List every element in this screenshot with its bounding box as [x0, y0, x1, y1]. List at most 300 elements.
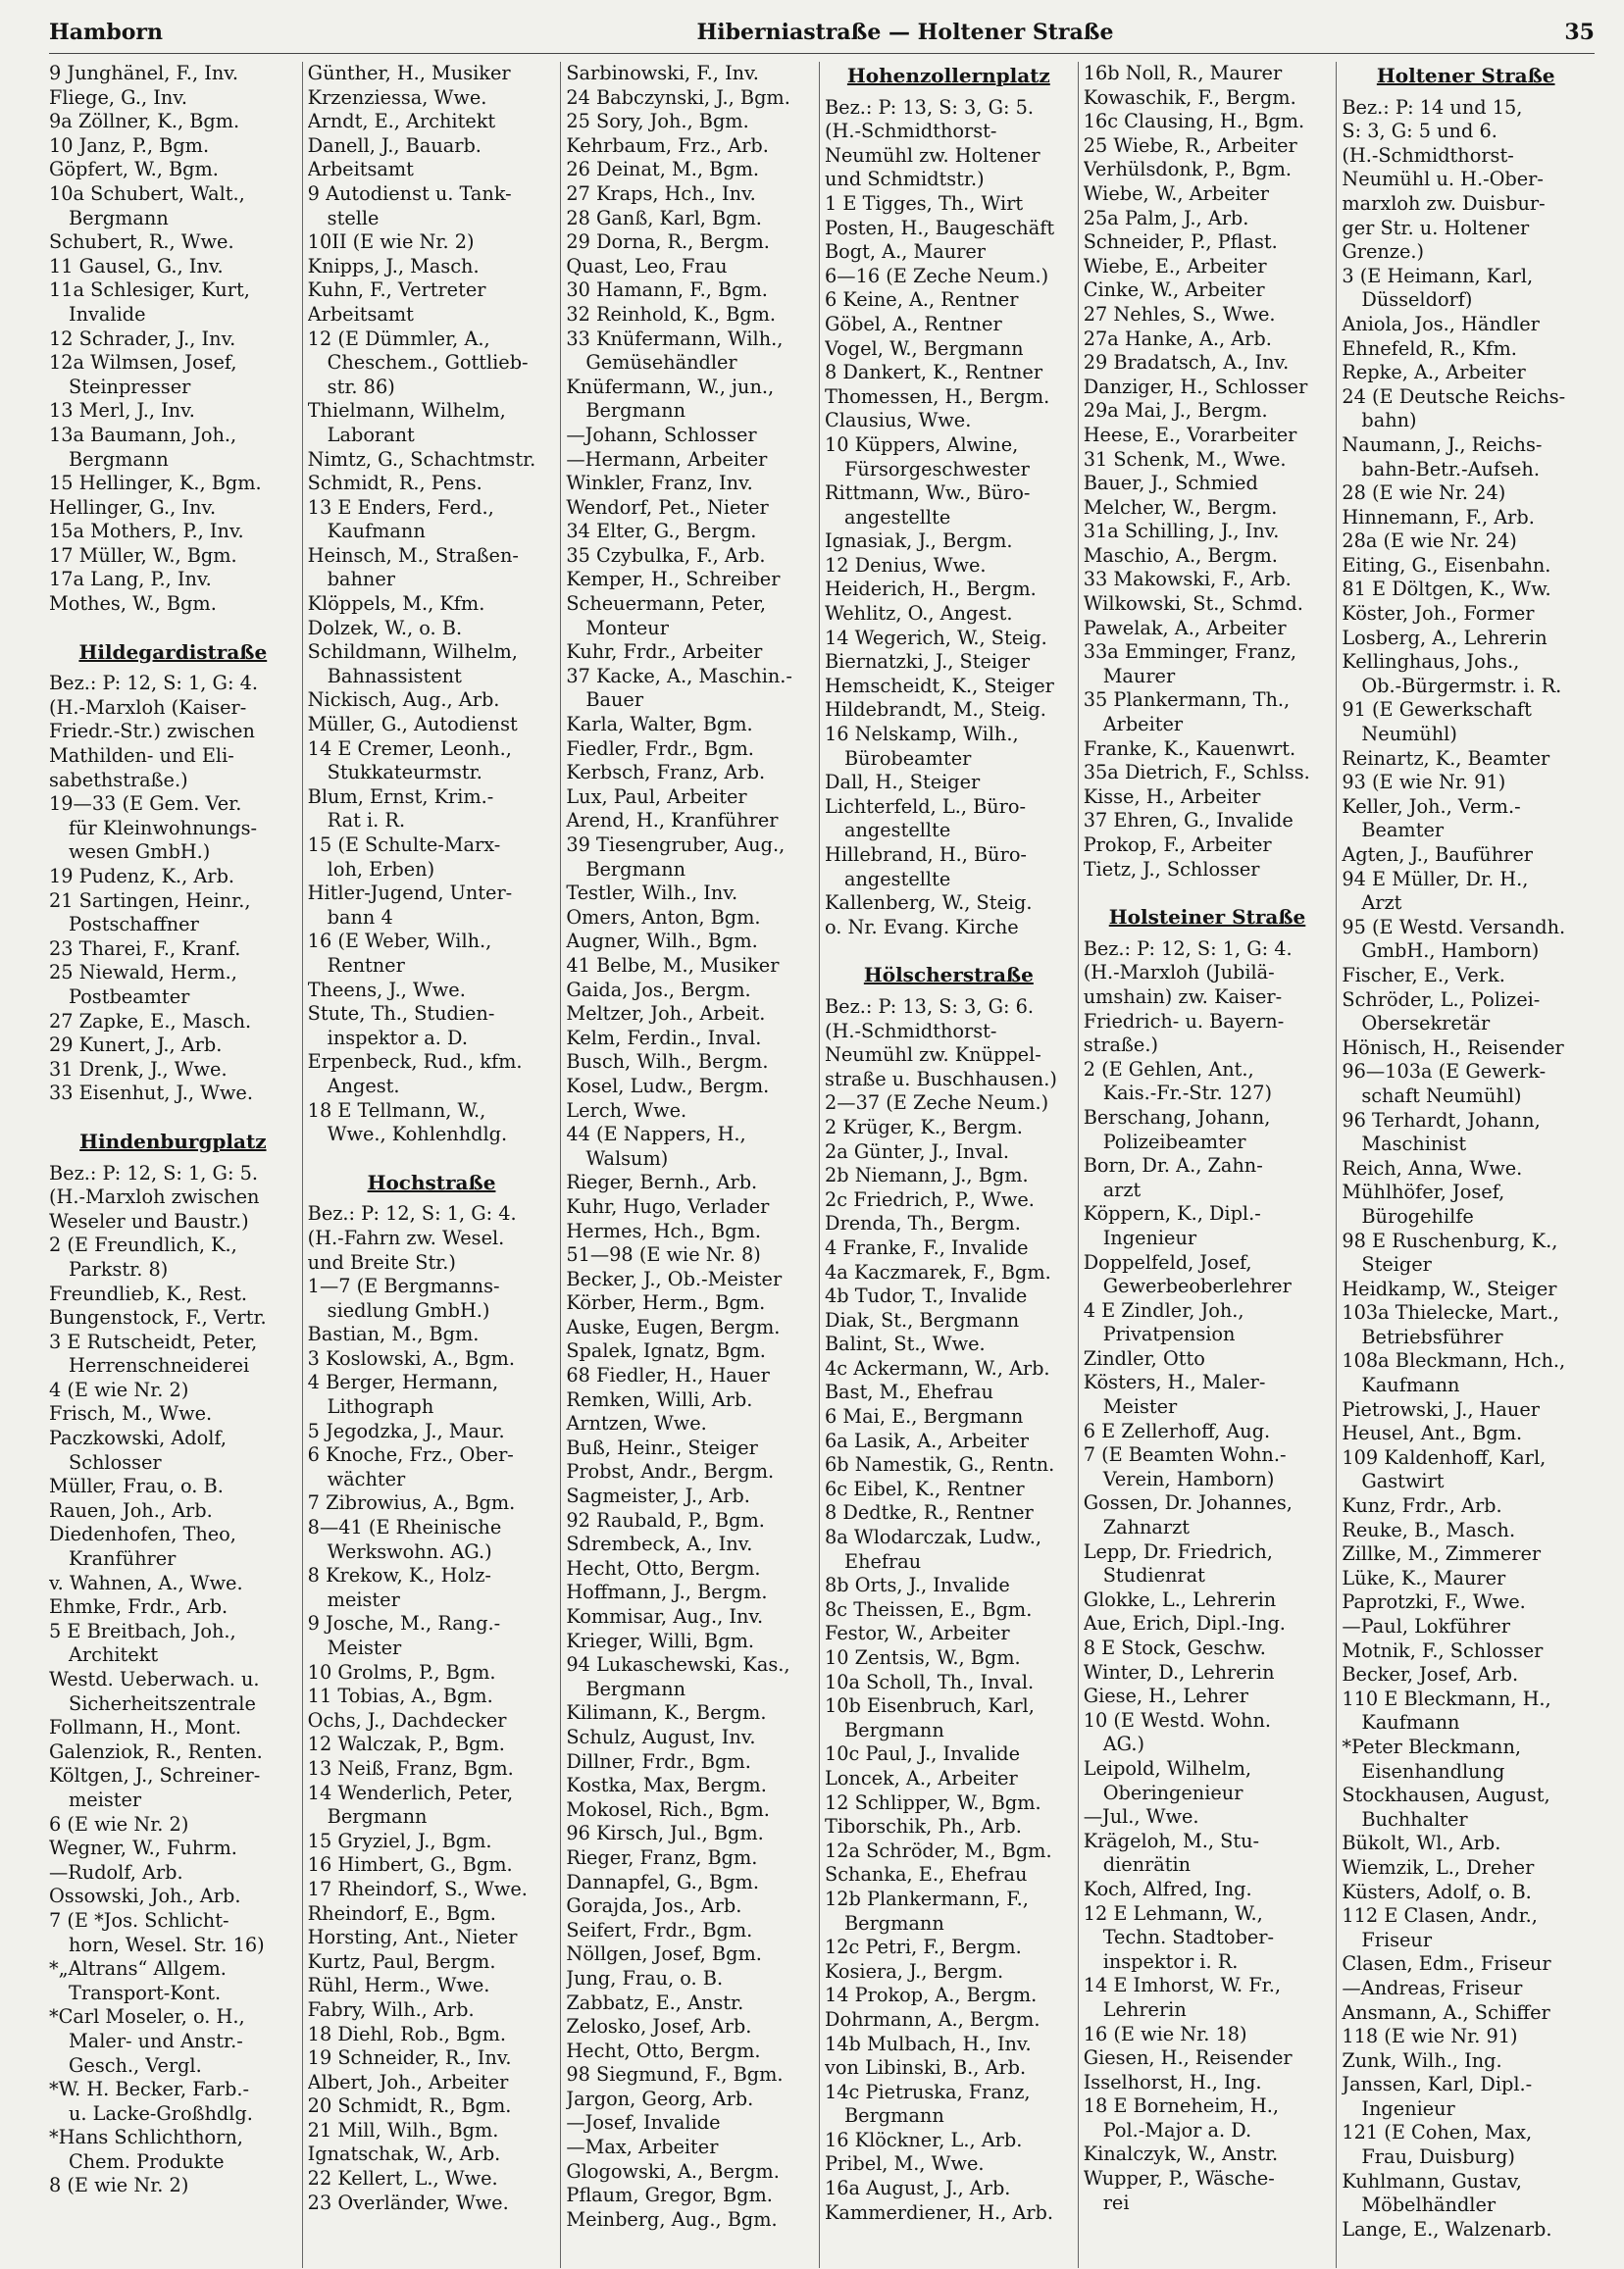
- directory-entry: Maurer: [1102, 664, 1176, 687]
- directory-entry: Techn. Stadtober-: [1102, 1926, 1274, 1949]
- directory-entry: Dall, H., Steiger: [825, 771, 981, 794]
- directory-entry: bahn): [1361, 409, 1417, 432]
- directory-entry: Arzt: [1361, 891, 1402, 915]
- directory-entry: loh, Erben): [327, 857, 435, 881]
- directory-entry: angestellte: [844, 505, 951, 529]
- directory-entry: 23 Overländer, Wwe.: [307, 2191, 509, 2214]
- directory-entry: 68 Fiedler, H., Hauer: [566, 1364, 770, 1387]
- street-heading: Hindenburgplatz: [79, 1129, 267, 1153]
- directory-entry: Meister: [1102, 1395, 1178, 1419]
- directory-entry: 10 (E Westd. Wohn.: [1083, 1708, 1272, 1732]
- directory-entry: Meinberg, Aug., Bgm.: [566, 2207, 778, 2231]
- directory-entry: Kaufmann: [1361, 1374, 1460, 1397]
- directory-entry: 108a Bleckmann, Hch.,: [1342, 1349, 1566, 1373]
- directory-entry: Kais.-Fr.-Str. 127): [1102, 1082, 1273, 1105]
- directory-entry: Rheindorf, E., Bgm.: [307, 1901, 496, 1925]
- directory-entry: Maler- und Anstr.-: [69, 2029, 243, 2052]
- directory-entry: Steinpresser: [69, 375, 191, 398]
- directory-entry: Ehefrau: [844, 1549, 922, 1573]
- directory-entry: Rentner: [327, 953, 405, 977]
- directory-entry: straße.): [1083, 1034, 1158, 1057]
- directory-entry: Glogowski, A., Bergm.: [566, 2159, 780, 2183]
- directory-entry: 91 (E Gewerkschaft: [1342, 698, 1532, 722]
- directory-entry: Postschaffner: [69, 913, 199, 936]
- directory-entry: 10 Grolms, P., Bgm.: [307, 1660, 496, 1684]
- directory-entry: 28 Ganß, Karl, Bgm.: [566, 206, 762, 229]
- directory-entry: Kilimann, K., Bergm.: [566, 1701, 767, 1725]
- directory-entry: 8b Orts, J., Invalide: [825, 1574, 1010, 1597]
- directory-entry: Körber, Herm., Bgm.: [566, 1291, 766, 1315]
- directory-entry: Bogt, A., Maurer: [825, 240, 986, 264]
- directory-entry: Glokke, L., Lehrerin: [1083, 1588, 1277, 1611]
- directory-entry: Loncek, A., Arbeiter: [825, 1766, 1018, 1790]
- directory-entry: Probst, Andr., Bergm.: [566, 1460, 775, 1484]
- directory-entry: 12a Schröder, M., Bgm.: [825, 1839, 1052, 1862]
- directory-entry: Leipold, Wilhelm,: [1083, 1756, 1252, 1780]
- directory-entry: *„Altrans“ Allgem.: [49, 1957, 227, 1981]
- directory-entry: 6 Keine, A., Rentner: [825, 288, 1019, 312]
- column-6: [1336, 62, 1595, 2268]
- directory-entry: Kerbsch, Franz, Arb.: [566, 761, 766, 784]
- directory-entry: 2a Günter, J., Inval.: [825, 1139, 1009, 1163]
- directory-entry: Göbel, A., Rentner: [825, 312, 1002, 335]
- directory-entry: Auske, Eugen, Bergm.: [566, 1315, 781, 1338]
- directory-entry: Walsum): [585, 1146, 669, 1170]
- directory-entry: Schubert, R., Wwe.: [49, 230, 234, 254]
- directory-entry: 35a Dietrich, F., Schlss.: [1083, 761, 1310, 784]
- directory-entry: Zunk, Wilh., Ing.: [1342, 2048, 1502, 2072]
- directory-entry: Köppern, K., Dipl.-: [1083, 1202, 1261, 1226]
- directory-entry: 10 Küppers, Alwine,: [825, 432, 1019, 456]
- directory-entry: Hitler-Jugend, Unter-: [307, 882, 513, 905]
- directory-entry: Kranführer: [69, 1547, 177, 1571]
- directory-entry: Studienrat: [1102, 1564, 1205, 1588]
- directory-entry: 14 Wenderlich, Peter,: [307, 1781, 514, 1804]
- directory-entry: 2c Friedrich, P., Wwe.: [825, 1187, 1035, 1211]
- directory-entry: Parkstr. 8): [69, 1257, 169, 1281]
- directory-entry: 6a Lasik, A., Arbeiter: [825, 1429, 1029, 1452]
- directory-entry: Theens, J., Wwe.: [307, 978, 466, 1001]
- directory-entry: Prokop, F., Arbeiter: [1083, 833, 1272, 856]
- directory-entry: Rühl, Herm., Wwe.: [307, 1974, 490, 1997]
- directory-entry: Lange, E., Walzenarb.: [1342, 2217, 1552, 2241]
- directory-entry: 4 (E wie Nr. 2): [49, 1378, 189, 1401]
- directory-entry: Dolzek, W., o. B.: [307, 616, 463, 639]
- directory-entry: Bauer: [585, 688, 644, 712]
- directory-entry: Hoffmann, J., Bergm.: [566, 1581, 768, 1604]
- directory-entry: Motnik, F., Schlosser: [1342, 1639, 1544, 1662]
- directory-entry: Lüke, K., Maurer: [1342, 1566, 1506, 1589]
- directory-entry: Bez.: P: 13, S: 3, G: 5.: [825, 95, 1034, 119]
- street-heading: Holsteiner Straße: [1108, 905, 1306, 930]
- directory-entry: Sagmeister, J., Arb.: [566, 1485, 750, 1508]
- directory-entry: 25 Niewald, Herm.,: [49, 961, 237, 984]
- directory-entry: Weseler und Baustr.): [49, 1209, 249, 1233]
- directory-entry: Ignasiak, J., Bergm.: [825, 529, 1013, 553]
- directory-entry: 103a Thielecke, Mart.,: [1342, 1301, 1559, 1325]
- directory-entry: Bergmann: [69, 206, 169, 229]
- directory-entry: Kehrbaum, Frz., Arb.: [566, 133, 769, 157]
- directory-entry: —Johann, Schlosser: [566, 423, 757, 446]
- directory-entry: 17 Müller, W., Bgm.: [49, 543, 237, 567]
- directory-entry: 4c Ackermann, W., Arb.: [825, 1356, 1050, 1380]
- directory-entry: 27a Hanke, A., Arb.: [1083, 327, 1272, 350]
- directory-entry: 12b Plankermann, F.,: [825, 1887, 1029, 1910]
- directory-entry: Agten, J., Bauführer: [1342, 843, 1533, 866]
- directory-entry: 93 (E wie Nr. 91): [1342, 771, 1506, 794]
- directory-entry: Kosiera, J., Bergm.: [825, 1959, 1004, 1983]
- directory-entry: Költgen, J., Schreiner-: [49, 1764, 261, 1788]
- directory-entry: 11 Tobias, A., Bgm.: [307, 1685, 493, 1708]
- directory-entry: Bürobeamter: [844, 746, 972, 770]
- directory-entry: Winter, D., Lehrerin: [1083, 1660, 1275, 1684]
- directory-entry: Arndt, E., Architekt: [307, 110, 496, 133]
- directory-entry: 14 E Cremer, Leonh.,: [307, 736, 512, 760]
- directory-entry: Bergmann: [844, 2104, 944, 2128]
- directory-entry: Bauer, J., Schmied: [1083, 472, 1258, 495]
- directory-entry: 2b Niemann, J., Bgm.: [825, 1164, 1029, 1187]
- directory-entry: 10 Janz, P., Bgm.: [49, 133, 210, 157]
- directory-entry: —Jul., Wwe.: [1083, 1805, 1199, 1829]
- directory-entry: Arbeitsamt: [307, 158, 414, 181]
- directory-entry: Pawelak, A., Arbeiter: [1083, 616, 1287, 639]
- directory-entry: 8 Krekow, K., Holz-: [307, 1564, 491, 1588]
- directory-entry: Rauen, Joh., Arb.: [49, 1498, 213, 1522]
- directory-entry: 33a Emminger, Franz,: [1083, 640, 1296, 664]
- directory-entry: Danell, J., Bauarb.: [307, 133, 482, 157]
- directory-entry: Remken, Willi, Arb.: [566, 1387, 753, 1411]
- directory-entry: Mathilden- und Eli-: [49, 744, 234, 768]
- directory-entry: 16 Himbert, G., Bgm.: [307, 1853, 513, 1877]
- directory-entry: 92 Raubald, P., Bgm.: [566, 1508, 765, 1532]
- directory-entry: meister: [69, 1788, 142, 1811]
- directory-entry: 12c Petri, F., Bergm.: [825, 1936, 1022, 1959]
- directory-entry: 35 Czybulka, F., Arb.: [566, 543, 766, 567]
- directory-entry: Bergmann: [69, 447, 169, 471]
- directory-entry: Invalide: [69, 302, 146, 326]
- directory-entry: Wendorf, Pet., Nieter: [566, 495, 769, 519]
- directory-entry: Lithograph: [327, 1395, 434, 1419]
- directory-entry: (H.-Schmidthorst-: [825, 1019, 997, 1042]
- directory-entry: Köster, Joh., Former: [1342, 602, 1535, 626]
- directory-entry: marxloh zw. Duisbur-: [1342, 191, 1546, 215]
- directory-entry: Mothes, W., Bgm.: [49, 592, 217, 616]
- directory-entry: Tietz, J., Schlosser: [1083, 857, 1260, 881]
- directory-entry: 10a Schubert, Walt.,: [49, 181, 245, 205]
- directory-entry: 95 (E Westd. Versandh.: [1342, 915, 1566, 938]
- directory-entry: 18 E Tellmann, W.,: [307, 1098, 486, 1122]
- directory-entry: Müller, G., Autodienst: [307, 713, 518, 736]
- directory-entry: bann 4: [327, 905, 393, 929]
- directory-entry: Herrenschneiderei: [69, 1354, 250, 1378]
- directory-entry: 35 Plankermann, Th.,: [1083, 688, 1291, 712]
- directory-entry: Hemscheidt, K., Steiger: [825, 674, 1054, 697]
- directory-entry: 16c Clausing, H., Bgm.: [1083, 110, 1305, 133]
- directory-entry: 24 (E Deutsche Reichs-: [1342, 384, 1566, 408]
- directory-entry: 12 (E Dümmler, A.,: [307, 327, 490, 350]
- directory-entry: AG.): [1102, 1733, 1144, 1756]
- directory-entry: Pribel, M., Wwe.: [825, 2152, 985, 2176]
- directory-entry: Danziger, H., Schlosser: [1083, 375, 1308, 398]
- directory-entry: 20 Schmidt, R., Bgm.: [307, 2094, 512, 2118]
- directory-entry: Gemüsehändler: [585, 351, 737, 375]
- directory-entry: 7 Zibrowius, A., Bgm.: [307, 1491, 516, 1515]
- directory-entry: 6—16 (E Zeche Neum.): [825, 264, 1049, 287]
- directory-entry: (H.-Marxloh (Jubilä-: [1083, 961, 1275, 984]
- directory-entry: —Paul, Lokführer: [1342, 1615, 1510, 1638]
- directory-entry: für Kleinwohnungs-: [69, 816, 258, 839]
- directory-entry: Nimtz, G., Schachtmstr.: [307, 447, 536, 471]
- directory-entry: und Breite Str.): [307, 1250, 456, 1274]
- directory-entry: Gewerbeoberlehrer: [1102, 1275, 1292, 1298]
- directory-entry: 11a Schlesiger, Kurt,: [49, 278, 250, 302]
- directory-entry: 110 E Bleckmann, H.,: [1342, 1687, 1551, 1710]
- directory-entry: inspektor a. D.: [327, 1026, 468, 1049]
- directory-entry: 5 E Breitbach, Joh.,: [49, 1619, 236, 1642]
- directory-entry: Arend, H., Kranführer: [566, 809, 779, 832]
- directory-entry: Ignatschak, W., Arb.: [307, 2143, 501, 2166]
- directory-entry: 2—37 (E Zeche Neum.): [825, 1091, 1049, 1115]
- directory-entry: Neumühl zw. Knüppel-: [825, 1043, 1041, 1067]
- directory-entry: Schneider, P., Pflast.: [1083, 230, 1278, 254]
- directory-entry: Meister: [327, 1637, 402, 1659]
- directory-entry: 34 Elter, G., Bergm.: [566, 520, 757, 543]
- directory-entry: bahn-Betr.-Aufseh.: [1361, 457, 1540, 480]
- directory-entry: 27 Kraps, Hch., Inv.: [566, 181, 756, 205]
- directory-entry: Heiderich, H., Bergm.: [825, 578, 1037, 601]
- directory-entry: Wegner, W., Fuhrm.: [49, 1837, 237, 1860]
- directory-entry: 98 E Ruschenburg, K.,: [1342, 1229, 1558, 1252]
- directory-entry: sabethstraße.): [49, 768, 188, 791]
- directory-entry: Dohrmann, A., Bergm.: [825, 2007, 1040, 2031]
- directory-entry: Frisch, M., Wwe.: [49, 1402, 213, 1426]
- directory-entry: Janssen, Karl, Dipl.-: [1342, 2073, 1533, 2096]
- directory-entry: rei: [1102, 2191, 1130, 2214]
- directory-entry: Buß, Heinr., Steiger: [566, 1436, 758, 1459]
- directory-entry: 6 Knoche, Frz., Ober-: [307, 1443, 514, 1467]
- directory-entry: Paczkowski, Adolf,: [49, 1427, 227, 1450]
- directory-entry: Born, Dr. A., Zahn-: [1083, 1154, 1263, 1178]
- directory-entry: Tiborschik, Ph., Arb.: [825, 1815, 1022, 1839]
- column-5: [1078, 62, 1337, 2268]
- directory-entry: Clausius, Wwe.: [825, 409, 972, 432]
- directory-entry: Fabry, Wilh., Arb.: [307, 1997, 475, 2021]
- directory-entry: Heese, E., Vorarbeiter: [1083, 423, 1297, 446]
- directory-entry: 9a Zöllner, K., Bgm.: [49, 110, 240, 133]
- directory-entry: Scheuermann, Peter,: [566, 592, 767, 616]
- directory-entry: Gaida, Jos., Bergm.: [566, 978, 751, 1001]
- directory-entry: Testler, Wilh., Inv.: [566, 882, 738, 905]
- directory-entry: Bergmann: [844, 1718, 944, 1741]
- directory-entry: Rieger, Bernh., Arb.: [566, 1171, 758, 1194]
- directory-entry: Doppelfeld, Josef,: [1083, 1250, 1252, 1274]
- directory-entry: Buchhalter: [1361, 1807, 1468, 1831]
- directory-entry: 14 Wegerich, W., Steig.: [825, 626, 1047, 649]
- directory-entry: dienrätin: [1102, 1853, 1192, 1877]
- directory-entry: Müller, Frau, o. B.: [49, 1475, 224, 1498]
- directory-entry: 12 Denius, Wwe.: [825, 553, 987, 577]
- directory-entry: Schulz, August, Inv.: [566, 1725, 756, 1748]
- directory-entry: Arbeitsamt: [307, 302, 414, 326]
- directory-entry: Cinke, W., Arbeiter: [1083, 278, 1265, 302]
- directory-entry: Erpenbeck, Rud., kfm.: [307, 1050, 523, 1074]
- directory-entry: 2 Krüger, K., Bergm.: [825, 1115, 1023, 1138]
- directory-entry: Meltzer, Joh., Arbeit.: [566, 1002, 766, 1026]
- directory-entry: stelle: [327, 206, 380, 229]
- directory-entry: Bez.: P: 12, S: 1, G: 4.: [1083, 936, 1293, 960]
- directory-entry: Mokosel, Rich., Bgm.: [566, 1797, 770, 1821]
- directory-entry: 37 Ehren, G., Invalide: [1083, 809, 1294, 832]
- directory-entry: v. Wahnen, A., Wwe.: [49, 1571, 243, 1594]
- directory-entry: 7 (E *Jos. Schlicht-: [49, 1908, 229, 1932]
- street-heading: Holtener Straße: [1376, 64, 1555, 87]
- directory-entry: 5 Jegodzka, J., Maur.: [307, 1419, 505, 1442]
- directory-entry: meister: [327, 1588, 400, 1611]
- directory-entry: Freundlieb, K., Rest.: [49, 1282, 248, 1305]
- directory-entry: Ingenieur: [1102, 1226, 1197, 1249]
- directory-columns: [49, 62, 1595, 2268]
- directory-entry: Kosel, Ludw., Bergm.: [566, 1074, 770, 1097]
- directory-entry: Biernatzki, J., Steiger: [825, 650, 1031, 674]
- directory-entry: 8 E Stock, Geschw.: [1083, 1637, 1266, 1659]
- directory-entry: Sarbinowski, F., Inv.: [566, 62, 759, 84]
- directory-entry: 121 (E Cohen, Max,: [1342, 2121, 1533, 2144]
- directory-entry: Bungenstock, F., Vertr.: [49, 1306, 267, 1330]
- directory-entry: 9 Josche, M., Rang.-: [307, 1612, 501, 1636]
- directory-entry: Kellinghaus, Johs.,: [1342, 650, 1520, 674]
- directory-entry: 29 Kunert, J., Arb.: [49, 1034, 223, 1057]
- street-heading: Hölscherstraße: [863, 963, 1034, 987]
- directory-entry: Privatpension: [1102, 1323, 1236, 1346]
- directory-entry: Bükolt, Wl., Arb.: [1342, 1832, 1501, 1855]
- directory-entry: Oberingenieur: [1102, 1781, 1243, 1804]
- directory-entry: 27 Zapke, E., Masch.: [49, 1009, 252, 1033]
- directory-entry: Posten, H., Baugeschäft: [825, 216, 1055, 239]
- directory-entry: Ingenieur: [1361, 2096, 1455, 2120]
- directory-entry: 8—41 (E Rheinische: [307, 1516, 502, 1539]
- directory-entry: Chem. Produkte: [69, 2149, 225, 2173]
- directory-entry: 21 Mill, Wilh., Bgm.: [307, 2118, 499, 2142]
- directory-entry: 6c Eibel, K., Rentner: [825, 1477, 1025, 1500]
- directory-entry: Festor, W., Arbeiter: [825, 1622, 1010, 1645]
- directory-entry: Wehlitz, O., Angest.: [825, 602, 1013, 626]
- directory-entry: Küsters, Adolf, o. B.: [1342, 1880, 1532, 1903]
- directory-entry: Cheschem., Gottlieb-: [327, 351, 529, 375]
- directory-entry: —Max, Arbeiter: [566, 2136, 719, 2159]
- directory-entry: Knipps, J., Masch.: [307, 254, 480, 277]
- directory-entry: (H.-Schmidthorst-: [1342, 143, 1514, 167]
- directory-entry: 12 Schrader, J., Inv.: [49, 327, 236, 350]
- directory-entry: Polizeibeamter: [1102, 1130, 1246, 1153]
- directory-entry: Beamter: [1361, 819, 1445, 842]
- directory-entry: Eiting, G., Eisenbahn.: [1342, 553, 1551, 577]
- directory-entry: Bergmann: [585, 857, 686, 881]
- directory-entry: Neumühl zw. Holtener: [825, 143, 1040, 167]
- directory-entry: und Schmidtstr.): [825, 168, 985, 191]
- directory-entry: Wwe., Kohlenhdlg.: [327, 1123, 508, 1146]
- directory-entry: bahner: [327, 568, 395, 591]
- directory-entry: 25 Sory, Joh., Bgm.: [566, 110, 749, 133]
- directory-entry: Gossen, Dr. Johannes,: [1083, 1491, 1293, 1515]
- directory-entry: Kammerdiener, H., Arb.: [825, 2200, 1054, 2224]
- directory-entry: 3 (E Heimann, Karl,: [1342, 264, 1534, 287]
- directory-entry: Nöllgen, Josef, Bgm.: [566, 1942, 762, 1966]
- directory-entry: Zillke, M., Zimmerer: [1342, 1542, 1542, 1566]
- directory-entry: *Peter Bleckmann,: [1342, 1735, 1521, 1758]
- directory-entry: horn, Wesel. Str. 16): [69, 1933, 265, 1956]
- directory-entry: Rittmann, Ww., Büro-: [825, 481, 1031, 505]
- column-2: [302, 62, 561, 2268]
- directory-entry: Thomessen, H., Bergm.: [825, 384, 1050, 408]
- directory-entry: (H.-Fahrn zw. Wesel.: [307, 1226, 505, 1249]
- directory-entry: Rieger, Franz, Bgm.: [566, 1845, 758, 1869]
- directory-entry: 81 E Döltgen, K., Ww.: [1342, 578, 1551, 601]
- directory-entry: 16a August, J., Arb.: [825, 2177, 1011, 2200]
- directory-entry: Melcher, W., Bergm.: [1083, 495, 1278, 519]
- directory-entry: Grenze.): [1342, 240, 1425, 264]
- directory-entry: Kuhr, Hugo, Verlader: [566, 1194, 770, 1218]
- directory-entry: Naumann, J., Reichs-: [1342, 432, 1543, 456]
- directory-entry: 8 Dedtke, R., Rentner: [825, 1501, 1034, 1525]
- directory-entry: wesen GmbH.): [69, 840, 211, 864]
- directory-entry: Kaufmann: [327, 520, 426, 543]
- directory-entry: Spalek, Ignatz, Bgm.: [566, 1339, 766, 1363]
- directory-entry: 7 (E Beamten Wohn.-: [1083, 1443, 1287, 1467]
- directory-entry: 21 Sartingen, Heinr.,: [49, 888, 251, 912]
- directory-entry: Hellinger, G., Inv.: [49, 495, 217, 519]
- directory-entry: 25a Palm, J., Arb.: [1083, 206, 1249, 229]
- directory-entry: Giesen, H., Reisender: [1083, 2046, 1293, 2070]
- directory-entry: Hermes, Hch., Bgm.: [566, 1219, 761, 1242]
- directory-entry: *W. H. Becker, Farb.-: [49, 2078, 250, 2101]
- directory-entry: Nickisch, Aug., Arb.: [307, 688, 500, 712]
- directory-entry: Wupper, P., Wäsche-: [1083, 2167, 1275, 2191]
- directory-entry: Zahnarzt: [1102, 1516, 1191, 1539]
- directory-entry: 112 E Clasen, Andr.,: [1342, 1904, 1538, 1928]
- directory-entry: Schröder, L., Polizei-: [1342, 987, 1541, 1011]
- directory-entry: Kurtz, Paul, Bergm.: [307, 1949, 496, 1973]
- directory-entry: Hinnemann, F., Arb.: [1342, 505, 1535, 529]
- page-number: 35: [1564, 20, 1595, 45]
- directory-entry: Friedr.-Str.) zwischen: [49, 720, 255, 743]
- directory-entry: 29 Dorna, R., Bergm.: [566, 230, 770, 254]
- directory-entry: umshain) zw. Kaiser-: [1083, 984, 1283, 1008]
- directory-entry: 16 Klöckner, L., Arb.: [825, 2128, 1023, 2151]
- directory-entry: 4 Franke, F., Invalide: [825, 1235, 1029, 1259]
- directory-entry: Koch, Alfred, Ing.: [1083, 1877, 1252, 1900]
- directory-entry: Galenziok, R., Renten.: [49, 1740, 263, 1763]
- directory-entry: 3 E Rutscheidt, Peter,: [49, 1330, 258, 1353]
- directory-entry: Keller, Joh., Verm.-: [1342, 794, 1521, 818]
- directory-entry: Isselhorst, H., Ing.: [1083, 2070, 1262, 2093]
- directory-entry: Rat i. R.: [327, 809, 406, 832]
- directory-entry: Wiebe, W., Arbeiter: [1083, 181, 1270, 205]
- directory-entry: 32 Reinhold, K., Bgm.: [566, 302, 777, 326]
- directory-entry: Bez.: P: 12, S: 1, G: 5.: [49, 1161, 258, 1185]
- directory-entry: 16b Noll, R., Maurer: [1083, 62, 1283, 84]
- page-header: [49, 20, 1595, 54]
- directory-entry: Wilkowski, St., Schmd.: [1083, 592, 1303, 616]
- directory-entry: 1—7 (E Bergmanns-: [307, 1275, 500, 1298]
- directory-entry: 31 Schenk, M., Wwe.: [1083, 447, 1287, 471]
- directory-entry: Blum, Ernst, Krim.-: [307, 784, 494, 808]
- directory-entry: (H.-Marxloh zwischen: [49, 1185, 260, 1209]
- directory-entry: 51—98 (E wie Nr. 8): [566, 1243, 761, 1267]
- directory-entry: Dannapfel, G., Bgm.: [566, 1870, 759, 1893]
- directory-entry: 6 Mai, E., Bergmann: [825, 1405, 1024, 1429]
- street-heading: Hildegardistraße: [78, 639, 268, 664]
- directory-entry: 9 Junghänel, F., Inv.: [49, 62, 238, 84]
